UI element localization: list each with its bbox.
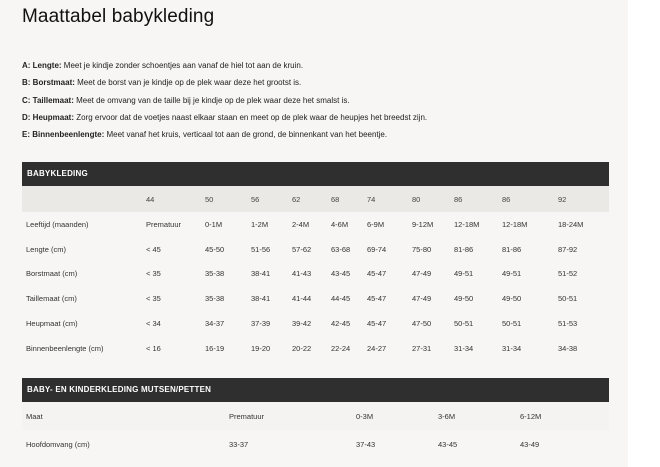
table-cell: 18-24M: [558, 219, 584, 229]
table-cell: 37-43: [356, 439, 376, 449]
size-header-cell: 44: [146, 186, 205, 212]
definition-text: Meet je kindje zonder schoentjes aan vanaf de hiel tot aan de kruin.: [61, 61, 304, 70]
table-cell: 51-56: [251, 244, 271, 254]
row-label: Borstmaat (cm): [26, 269, 78, 279]
table-cell: 33-37: [229, 439, 249, 449]
definition-line: [22, 92, 622, 109]
row-label: Lengte (cm): [26, 244, 67, 254]
definition-line: [22, 126, 622, 143]
table-cell: < 16: [146, 343, 161, 353]
table-cell: 38-41: [251, 294, 271, 304]
table-row: [22, 311, 609, 336]
definition-text: Zorg ervoor dat de voetjes naast elkaar staan en meet op de plek waar de heupjes het breedst zijn.: [74, 112, 428, 122]
definition-key: C: Taillemaat:: [22, 95, 74, 105]
table-cell: 75-80: [412, 244, 432, 254]
measurement-definitions: [22, 57, 622, 143]
table-cell: 45-47: [367, 269, 387, 279]
table-cell: 45-50: [205, 244, 225, 254]
table-cell: 45-47: [367, 294, 387, 304]
table-cell: 16-19: [205, 343, 225, 353]
table-row: [22, 262, 609, 287]
definition-text: Meet vanaf het kruis, verticaal tot aan de grond, de binnenkant van het beentje.: [104, 130, 388, 140]
table-cell: < 35: [146, 294, 161, 304]
table-row: [22, 237, 609, 262]
table-cell: 42-45: [331, 319, 351, 329]
table-cell: 9-12M: [412, 219, 434, 229]
mutsen-heading: BABY- EN KINDERKLEDING MUTSEN/PETTEN: [22, 378, 609, 402]
table-cell: 12-18M: [454, 219, 480, 229]
size-header-cell: 68: [331, 186, 367, 212]
table-cell: 38-41: [251, 269, 271, 279]
table-cell: 45-47: [367, 319, 387, 329]
table-cell: 51-53: [558, 319, 578, 329]
table-cell: 81-86: [454, 244, 474, 254]
table-cell: 57-62: [292, 244, 312, 254]
definition-key: A: Lengte:: [22, 61, 62, 70]
table-cell: 41-44: [292, 294, 312, 304]
table-cell: 50-51: [502, 319, 522, 329]
table-cell: 31-34: [454, 343, 474, 353]
table-cell: 87-92: [558, 244, 578, 254]
table-cell: 49-50: [502, 294, 522, 304]
table-row: [22, 402, 609, 430]
table-cell: 6-12M: [520, 402, 609, 430]
table-cell: 1-2M: [251, 219, 269, 229]
size-header-cell: 92: [558, 186, 609, 212]
mutsen-table: [22, 402, 609, 458]
table-cell: 49-51: [502, 269, 522, 279]
page-title: Maattabel babykleding: [22, 6, 215, 27]
definition-line: [22, 57, 622, 74]
definition-key: B: Borstmaat:: [22, 78, 75, 88]
row-label: Leeftijd (maanden): [26, 219, 89, 229]
row-label: Hoofdomvang (cm): [26, 439, 90, 449]
definition-key: E: Binnenbeenlengte:: [22, 130, 105, 140]
table-cell: 69-74: [367, 244, 387, 254]
size-header-cell: [22, 186, 146, 212]
definition-text: Meet de omvang van de taille bij je kindje op de plek waar deze het smalst is.: [73, 95, 350, 105]
table-cell: < 35: [146, 269, 161, 279]
table-cell: 39-42: [292, 319, 312, 329]
table-cell: 81-86: [502, 244, 522, 254]
size-header-cell: 80: [412, 186, 454, 212]
table-cell: 43-45: [438, 439, 458, 449]
table-cell: 24-27: [367, 343, 387, 353]
babykleding-table: [22, 186, 609, 361]
table-cell: 19-20: [251, 343, 271, 353]
definition-line: [22, 74, 622, 91]
mutsen-section: [22, 378, 609, 458]
table-cell: 31-34: [502, 343, 522, 353]
table-cell: Prematuur: [146, 219, 182, 229]
table-cell: 6-9M: [367, 219, 385, 229]
size-header-row: [22, 186, 609, 212]
row-label: Maat: [22, 402, 229, 430]
row-label: Binnenbeenlengte (cm): [26, 343, 104, 353]
table-cell: 47-49: [412, 294, 432, 304]
size-header-cell: 74: [367, 186, 412, 212]
table-cell: 20-22: [292, 343, 312, 353]
table-cell: 50-51: [454, 319, 474, 329]
definition-text: Meet de borst van je kindje op de plek waar deze het grootst is.: [74, 78, 302, 88]
table-cell: 41-43: [292, 269, 312, 279]
table-cell: 4-6M: [331, 219, 349, 229]
table-cell: 43-49: [520, 439, 540, 449]
table-cell: 22-24: [331, 343, 351, 353]
row-label: Taillemaat (cm): [26, 294, 77, 304]
definition-key: D: Heupmaat:: [22, 112, 75, 122]
table-cell: 3-6M: [438, 402, 520, 430]
size-header-cell: 62: [292, 186, 331, 212]
table-cell: 47-49: [412, 269, 432, 279]
size-header-cell: 86: [502, 186, 558, 212]
table-cell: 34-37: [205, 319, 225, 329]
table-cell: 47-50: [412, 319, 432, 329]
size-header-cell: 86: [454, 186, 502, 212]
table-row: [22, 212, 609, 237]
table-cell: 44-45: [331, 294, 351, 304]
table-cell: 43-45: [331, 269, 351, 279]
table-cell: 0-1M: [205, 219, 223, 229]
table-cell: 49-50: [454, 294, 474, 304]
table-cell: 0-3M: [356, 402, 438, 430]
size-header-cell: 56: [251, 186, 292, 212]
table-cell: Prematuur: [229, 402, 356, 430]
table-cell: 35-38: [205, 269, 225, 279]
table-cell: 34-38: [558, 343, 578, 353]
table-cell: 2-4M: [292, 219, 310, 229]
table-cell: 50-51: [558, 294, 578, 304]
page-edge: [628, 0, 660, 467]
table-cell: 37-39: [251, 319, 271, 329]
row-label: Heupmaat (cm): [26, 319, 78, 329]
size-header-cell: 50: [205, 186, 251, 212]
table-row: [22, 336, 609, 361]
babykleding-section: [22, 162, 609, 361]
definition-line: [22, 109, 622, 126]
table-cell: < 34: [146, 319, 161, 329]
table-cell: 27-31: [412, 343, 432, 353]
table-cell: 12-18M: [502, 219, 528, 229]
table-row: [22, 430, 609, 458]
table-cell: 63-68: [331, 244, 351, 254]
table-cell: 35-38: [205, 294, 225, 304]
table-cell: 49-51: [454, 269, 474, 279]
table-row: [22, 286, 609, 311]
table-cell: 51-52: [558, 269, 578, 279]
table-cell: < 45: [146, 244, 161, 254]
babykleding-heading: BABYKLEDING: [22, 162, 609, 186]
